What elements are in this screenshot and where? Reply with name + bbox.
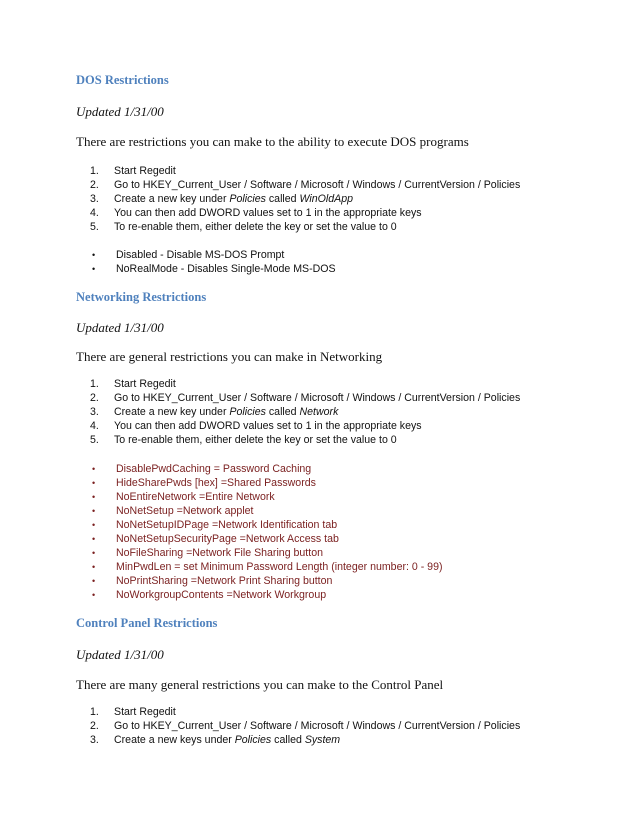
list-item: • NoWorkgroupContents =Network Workgroup bbox=[92, 589, 327, 601]
cp-heading: Control Panel Restrictions bbox=[76, 616, 218, 630]
cp-steps bbox=[90, 705, 520, 747]
list-item: 4. You can then add DWORD values set to 1 in the appropriate keys bbox=[90, 207, 422, 219]
list-item: 4. You can then add DWORD values set to 1 in the appropriate keys bbox=[90, 420, 422, 432]
bullet-icon: • bbox=[92, 506, 96, 516]
list-item: • DisablePwdCaching = Password Caching bbox=[92, 463, 312, 475]
list-item: 1. Start Regedit bbox=[90, 165, 176, 177]
list-item: 2. Go to HKEY_Current_User / Software / Microsoft / Windows / CurrentVersion / Policies bbox=[90, 392, 521, 404]
list-item: 3. Create a new key under Policies called WinOldApp bbox=[90, 193, 354, 205]
dos-heading: DOS Restrictions bbox=[76, 73, 169, 87]
list-item: • MinPwdLen = set Minimum Password Length (integer number: 0 - 99) bbox=[92, 561, 443, 573]
net-intro: There are general restrictions you can make in Networking bbox=[76, 349, 383, 364]
list-item: • NoRealMode - Disables Single-Mode MS-DOS bbox=[92, 263, 336, 275]
list-item: 1. Start Regedit bbox=[90, 378, 176, 390]
list-item: 5. To re-enable them, either delete the key or set the value to 0 bbox=[90, 434, 397, 446]
dos-intro: There are restrictions you can make to the ability to execute DOS programs bbox=[76, 134, 469, 149]
bullet-icon: • bbox=[92, 464, 96, 474]
net-steps bbox=[90, 377, 520, 447]
bullet-icon: • bbox=[92, 548, 96, 558]
list-item: • Disabled - Disable MS-DOS Prompt bbox=[92, 249, 285, 261]
list-item: 3. Create a new keys under Policies called System bbox=[90, 734, 341, 746]
list-item: • HideSharePwds [hex] =Shared Passwords bbox=[92, 477, 316, 489]
list-item: • NoEntireNetwork =Entire Network bbox=[92, 491, 275, 503]
dos-bullets bbox=[90, 248, 336, 276]
bullet-icon: • bbox=[92, 576, 96, 586]
dos-updated: Updated 1/31/00 bbox=[76, 104, 164, 119]
list-item: 2. Go to HKEY_Current_User / Software / Microsoft / Windows / CurrentVersion / Policies bbox=[90, 720, 521, 732]
list-item: 1. Start Regedit bbox=[90, 706, 176, 718]
list-item: • NoPrintSharing =Network Print Sharing button bbox=[92, 575, 333, 587]
list-item: • NoFileSharing =Network File Sharing button bbox=[92, 547, 323, 559]
cp-intro: There are many general restrictions you can make to the Control Panel bbox=[76, 677, 444, 692]
list-item: 3. Create a new key under Policies called Network bbox=[90, 406, 339, 418]
net-bullets bbox=[90, 462, 443, 602]
bullet-icon: • bbox=[92, 562, 96, 572]
dos-steps bbox=[90, 164, 520, 234]
cp-updated: Updated 1/31/00 bbox=[76, 647, 164, 662]
bullet-icon: • bbox=[92, 520, 96, 530]
bullet-icon: • bbox=[92, 492, 96, 502]
list-item: • NoNetSetupSecurityPage =Network Access tab bbox=[92, 533, 339, 545]
net-updated: Updated 1/31/00 bbox=[76, 320, 164, 335]
net-heading: Networking Restrictions bbox=[76, 290, 207, 304]
list-item: 5. To re-enable them, either delete the key or set the value to 0 bbox=[90, 221, 397, 233]
list-item: • NoNetSetupIDPage =Network Identification tab bbox=[92, 519, 338, 531]
bullet-icon: • bbox=[92, 590, 96, 600]
bullet-icon: • bbox=[92, 250, 96, 260]
bullet-icon: • bbox=[92, 534, 96, 544]
bullet-icon: • bbox=[92, 264, 96, 274]
list-item: • NoNetSetup =Network applet bbox=[92, 505, 254, 517]
bullet-icon: • bbox=[92, 478, 96, 488]
list-item: 2. Go to HKEY_Current_User / Software / Microsoft / Windows / CurrentVersion / Policies bbox=[90, 179, 521, 191]
